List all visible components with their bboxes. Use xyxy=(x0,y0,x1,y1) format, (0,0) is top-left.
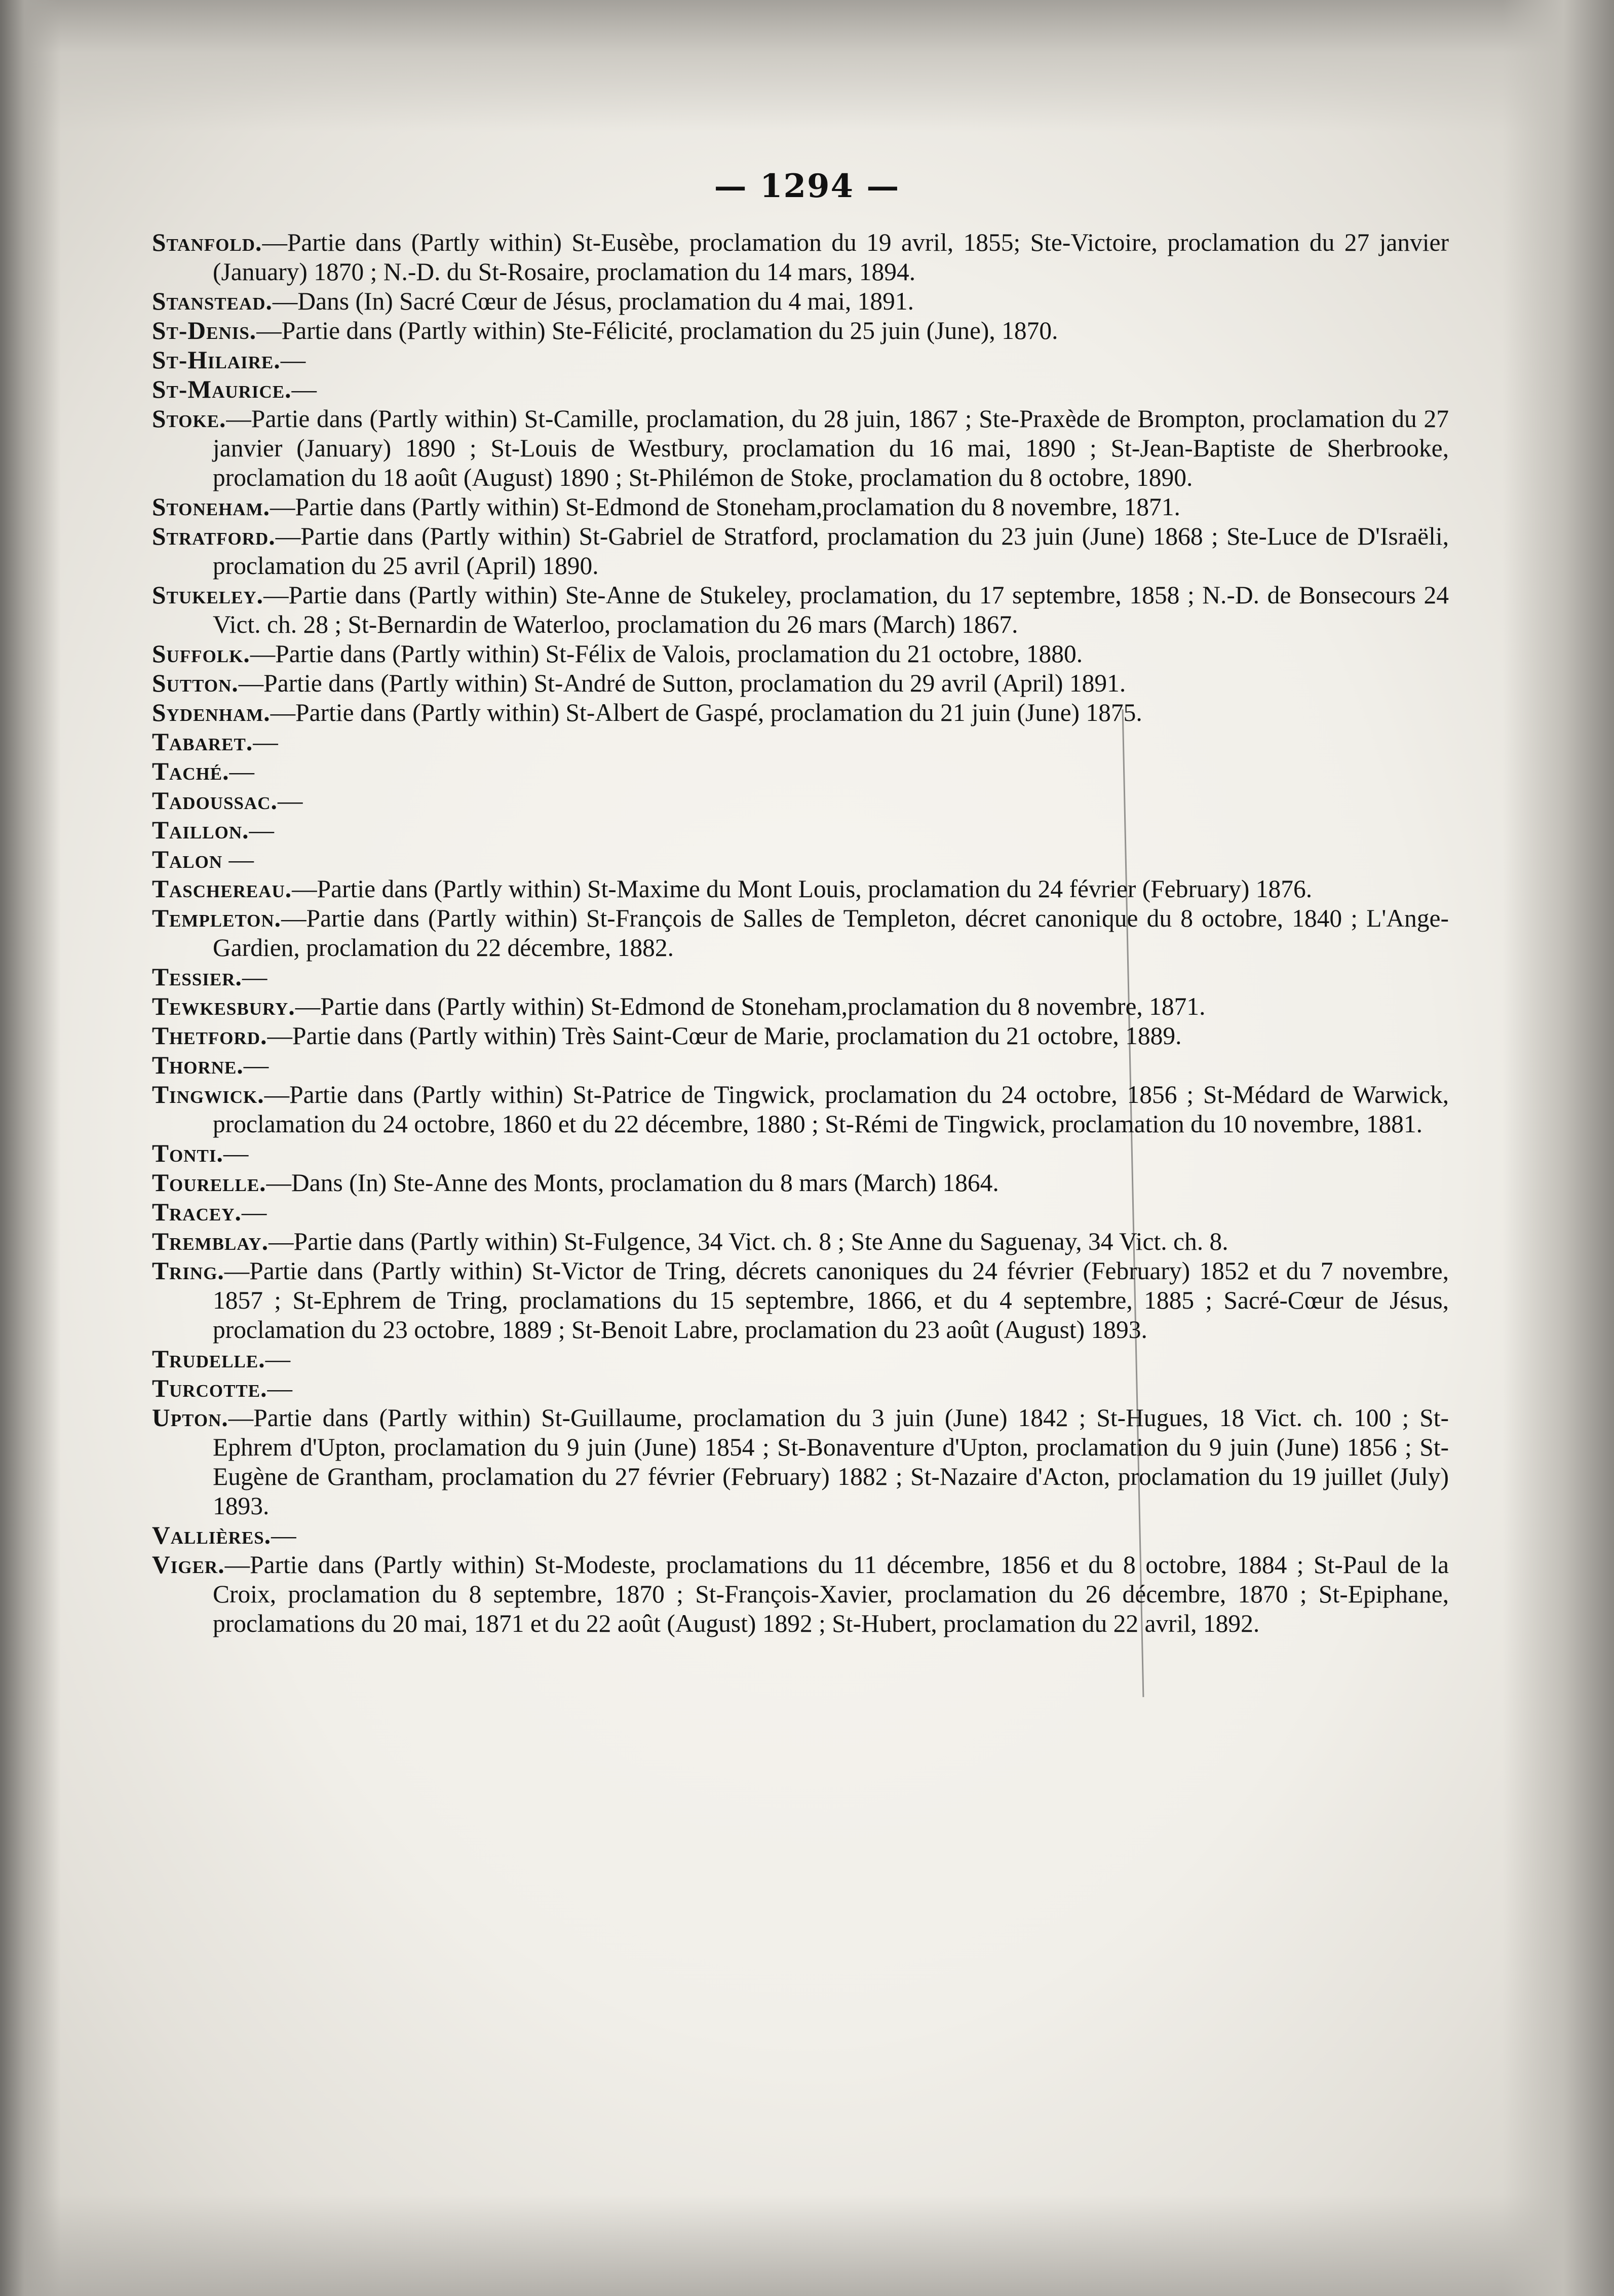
entry-tring xyxy=(152,1256,1449,1345)
entry-stratford xyxy=(152,522,1449,581)
entry-head: Thetford. xyxy=(152,1022,267,1050)
entry-text: —Partie dans (Partly within) Très Saint-Cœur de Marie, proclamation du 21 octobre, 1889. xyxy=(267,1022,1182,1050)
entry-trudelle xyxy=(152,1345,1449,1374)
entry-head: Tourelle. xyxy=(152,1169,266,1197)
entry-stoneham xyxy=(152,492,1449,522)
entry-head: Thorne. xyxy=(152,1051,244,1079)
entry-text: —Partie dans (Partly within) St-Fulgence, 34 Vict. ch. 8 ; Ste Anne du Saguenay, 34 Vict. ch. 8. xyxy=(268,1228,1228,1255)
entry-stanstead xyxy=(152,287,1449,316)
entry-text: — xyxy=(271,1521,296,1549)
entry-thorne xyxy=(152,1051,1449,1080)
entry-taschereau xyxy=(152,874,1449,904)
entry-head: Turcotte. xyxy=(152,1374,267,1402)
entry-taillon xyxy=(152,816,1449,845)
entry-head: Stoneham. xyxy=(152,493,270,521)
entry-templeton xyxy=(152,904,1449,963)
entry-stoke xyxy=(152,404,1449,492)
entry-text: —Partie dans (Partly within) St-Gabriel de Stratford, proclamation du 23 juin (June) 1868 ; Ste-Luce de D'Israëli, proclamation du 25 avril (April) 1890. xyxy=(213,522,1449,580)
entry-stanfold xyxy=(152,228,1449,287)
entry-upton xyxy=(152,1403,1449,1521)
entry-head: Trudelle. xyxy=(152,1345,265,1373)
entry-head: Stratford. xyxy=(152,522,276,550)
scan-edge-top xyxy=(0,0,1614,132)
entry-suffolk xyxy=(152,639,1449,669)
entry-head: Stanfold. xyxy=(152,228,262,256)
entry-head: Vallières. xyxy=(152,1521,272,1549)
entry-head: Talon xyxy=(152,846,223,873)
entry-tingwick xyxy=(152,1080,1449,1139)
entry-text: — xyxy=(277,787,303,815)
entry-text: —Partie dans (Partly within) St-André de Sutton, proclamation du 29 avril (April) 1891. xyxy=(238,669,1126,697)
entry-tonti xyxy=(152,1139,1449,1168)
entry-text: — xyxy=(280,346,306,374)
entry-text: —Partie dans (Partly within) St-Félix de Valois, proclamation du 21 octobre, 1880. xyxy=(250,640,1083,668)
entry-tabaret xyxy=(152,728,1449,757)
entry-head: Stoke. xyxy=(152,405,226,433)
scan-edge-right xyxy=(1503,0,1614,2296)
entry-viger xyxy=(152,1550,1449,1638)
entry-head: Sutton. xyxy=(152,669,239,697)
gazetteer-entries xyxy=(152,228,1449,1638)
entry-sutton xyxy=(152,669,1449,698)
entry-text: — xyxy=(229,757,255,785)
entry-turcotte xyxy=(152,1374,1449,1403)
entry-text: —Partie dans (Partly within) St-Maxime du Mont Louis, proclamation du 24 février (February) 1876. xyxy=(292,875,1313,903)
entry-head: Tadoussac. xyxy=(152,787,278,815)
entry-st-denis xyxy=(152,316,1449,346)
entry-st-maurice xyxy=(152,375,1449,404)
entry-text: — xyxy=(223,1139,249,1167)
entry-text: —Partie dans (Partly within) Ste-Anne de Stukeley, proclamation, du 17 septembre, 1858 ; N.-D. de Bonsecours 24 Vict. ch. 28 ; St-Bernardin de Waterloo, proclamation du 26 mars (March) 1867. xyxy=(213,581,1449,638)
entry-head: Viger. xyxy=(152,1551,225,1579)
scan-edge-left xyxy=(0,0,61,2296)
entry-vallieres xyxy=(152,1521,1449,1550)
entry-head: St-Hilaire. xyxy=(152,346,281,374)
entry-head: Tingwick. xyxy=(152,1081,264,1108)
entry-text: —Partie dans (Partly within) St-Victor de Tring, décrets canoniques du 24 février (February) 1852 et du 7 novembre, 1857 ; St-Ephrem de Tring, proclamations du 15 septembre, 1866, et du 4 septembre, 1885 ; Sacré-Cœur de Jésus, proclamation du 23 octobre, 1889 ; St-Benoit Labre, proclamation du 23 août (August) 1893. xyxy=(213,1257,1449,1344)
entry-text: — xyxy=(243,1051,269,1079)
entry-text: —Partie dans (Partly within) St-Modeste, proclamations du 11 décembre, 1856 et du 8 octobre, 1884 ; St-Paul de la Croix, proclamation du 8 septembre, 1870 ; St-François-Xavier, proclamation du 26 décembre, 1870 ; St-Epiphane, proclamations du 20 mai, 1871 et du 22 août (August) 1892 ; St-Hubert, proclamation du 22 avril, 1892. xyxy=(213,1551,1449,1637)
entry-head: Stukeley. xyxy=(152,581,264,609)
entry-thetford xyxy=(152,1021,1449,1051)
entry-text: —Partie dans (Partly within) St-Camille, proclamation, du 28 juin, 1867 ; Ste-Praxède de Brompton, proclamation du 27 janvier (January) 1890 ; St-Louis de Westbury, proclamation du 16 mai, 1890 ; St-Jean-Baptiste de Sherbrooke, proclamation du 18 août (August) 1890 ; St-Philémon de Stoke, proclamation du 8 octobre, 1890. xyxy=(213,405,1449,491)
entry-text: —Dans (In) Ste-Anne des Monts, proclamation du 8 mars (March) 1864. xyxy=(266,1169,999,1197)
entry-tache xyxy=(152,757,1449,786)
entry-tadoussac xyxy=(152,786,1449,816)
entry-head: Tessier. xyxy=(152,963,242,991)
entry-text: — xyxy=(265,1345,291,1373)
entry-head: Upton. xyxy=(152,1404,228,1432)
entry-tourelle xyxy=(152,1168,1449,1198)
entry-head: Tewkesbury. xyxy=(152,992,295,1020)
entry-head: Tring. xyxy=(152,1257,224,1285)
entry-head: Stanstead. xyxy=(152,287,273,315)
page-number: — 1294 — xyxy=(714,167,900,205)
entry-text: —Partie dans (Partly within) St-Guillaume, proclamation du 3 juin (June) 1842 ; St-Hugues, 18 Vict. ch. 100 ; St-Ephrem d'Upton, proclamation du 9 juin (June) 1854 ; St-Bonaventure d'Upton, proclamation du 9 juin (June) 1856 ; St-Eugène de Grantham, proclamation du 27 février (February) 1882 ; St-Nazaire d'Acton, proclamation du 19 juillet (July) 1893. xyxy=(213,1404,1449,1520)
entry-tracey xyxy=(152,1198,1449,1227)
entry-text: — xyxy=(253,728,278,756)
entry-tremblay xyxy=(152,1227,1449,1256)
entry-text: — xyxy=(267,1374,292,1402)
entry-text: — xyxy=(242,963,267,991)
scan-edge-bottom xyxy=(0,2195,1614,2296)
entry-text: — xyxy=(241,1198,267,1226)
entry-head: Taché. xyxy=(152,757,229,785)
entry-text: —Partie dans (Partly within) St-Eusèbe, proclamation du 19 avril, 1855; Ste-Victoire, proclamation du 27 janvier (January) 1870 ; N.-D. du St-Rosaire, proclamation du 14 mars, 1894. xyxy=(213,228,1449,286)
entry-head: Suffolk. xyxy=(152,640,250,668)
entry-tewkesbury xyxy=(152,992,1449,1021)
entry-text: — xyxy=(222,846,254,873)
entry-text: —Partie dans (Partly within) St-Edmond de Stoneham,proclamation du 8 novembre, 1871. xyxy=(270,493,1180,521)
entry-head: Tonti. xyxy=(152,1139,223,1167)
entry-text: —Partie dans (Partly within) Ste-Félicité, proclamation du 25 juin (June), 1870. xyxy=(256,317,1058,345)
entry-text: —Partie dans (Partly within) St-Albert de Gaspé, proclamation du 21 juin (June) 1875. xyxy=(270,699,1142,726)
entry-head: Templeton. xyxy=(152,904,282,932)
entry-stukeley xyxy=(152,581,1449,639)
entry-head: Tremblay. xyxy=(152,1228,269,1255)
entry-text: —Partie dans (Partly within) St-Patrice de Tingwick, proclamation du 24 octobre, 1856 ; St-Médard de Warwick, proclamation du 24 octobre, 1860 et du 22 décembre, 1880 ; St-Rémi de Tingwick, proclamation du 10 novembre, 1881. xyxy=(213,1081,1449,1138)
entry-talon xyxy=(152,845,1449,874)
entry-head: Taillon. xyxy=(152,816,249,844)
entry-head: St-Maurice. xyxy=(152,375,292,403)
entry-text: —Partie dans (Partly within) St-Edmond de Stoneham,proclamation du 8 novembre, 1871. xyxy=(295,992,1206,1020)
entry-head: St-Denis. xyxy=(152,317,257,345)
entry-text: —Partie dans (Partly within) St-François de Salles de Templeton, décret canonique du 8 octobre, 1840 ; L'Ange-Gardien, proclamation du 22 décembre, 1882. xyxy=(213,904,1449,962)
entry-head: Tabaret. xyxy=(152,728,253,756)
entry-text: —Dans (In) Sacré Cœur de Jésus, proclamation du 4 mai, 1891. xyxy=(272,287,914,315)
entry-text: — xyxy=(291,375,317,403)
entry-sydenham xyxy=(152,698,1449,728)
entry-st-hilaire xyxy=(152,346,1449,375)
entry-tessier xyxy=(152,963,1449,992)
entry-head: Tracey. xyxy=(152,1198,242,1226)
entry-text: — xyxy=(249,816,274,844)
entry-head: Taschereau. xyxy=(152,875,292,903)
entry-head: Sydenham. xyxy=(152,699,271,726)
